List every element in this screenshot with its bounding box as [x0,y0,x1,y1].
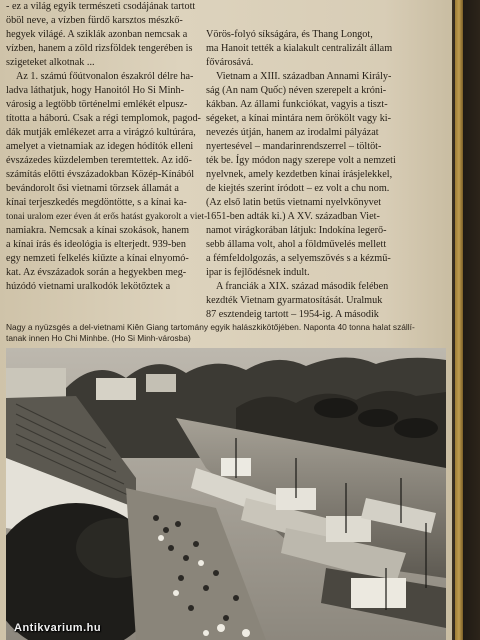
text-line: szigeteket alkotnak ... [6,57,95,68]
text-column-right [206,28,402,322]
text-line: amelyet a vietnamiak az idegen hódítók elleni [6,141,194,152]
spine-gilt-edge [455,0,463,640]
text-line: évszázedes küzdelemben teremtettek. Az idő- [6,155,192,166]
text-line: namot virágkorában látjuk: Indokína legerő- [206,225,387,236]
text-line: 87 esztendeig tartott – 1954-ig. A második [206,309,379,320]
text-line: Vörös-folyó síkságára, és Thang Longot, [206,29,373,40]
text-column-left [6,0,208,294]
text-line: húzódó vietnami uralkodók lekötőztek a [6,281,171,292]
text-line: egy nemzeti felkelés kiűzte a kínai elnyomó- [6,253,189,264]
text-line: ladva láthatjuk, hogy Hanoitól Ho Si Minh- [6,85,184,96]
text-line: kat. Az évszázadok során a hegyekben meg- [6,267,187,278]
text-line: nyertesével – mandarinrendszerrel – töltöt- [206,141,382,152]
text-line: öböl neve, a vízben fürdő karsztos mészkő- [6,15,183,26]
text-line: - ez a világ egyik természeti csodájának tartott [6,1,196,12]
harbor-photo [6,348,446,640]
text-line: ségeket, a kínai mintára nem örökölt vagy ki- [206,113,392,124]
text-line: kákban. Az állami funkciókat, vagyis a tiszt- [206,99,388,110]
text-line: 1651-ben adták ki.) A XV. században Viet- [206,211,380,222]
text-line: kínai terjeszkedés megdöntötte, s a kínai ka- [6,197,187,208]
text-line: A franciák a XIX. század második felében [216,281,389,292]
text-line: Vietnam a XIII. században Annami Király- [216,71,392,82]
photo-caption [6,322,415,344]
text-line: ipar is fejlődésnek indult. [206,267,310,278]
text-line: namiakra. Nemcsak a kínai szokások, hanem [6,225,190,236]
text-line: tította a háború. Csak a régi templomok, pagod- [6,113,201,124]
text-line: fővárosává. [206,57,254,68]
text-line: nyelvnek, amely kezdetben kínai írásjelekkel, [206,169,393,180]
caption-line: tanak innen Ho Chi Minhbe. (Ho Si Minh-városba) [6,333,191,343]
text-line: a fémfeldolgozás, a selyemszövés s a kézmű- [206,253,391,264]
text-line: tonai uralom ezer éven át erős hatást gyakorolt a viet- [6,212,208,222]
text-line: bevándorolt ősi vietnami törzsek államát a [6,183,179,194]
text-line: sebb állama volt, ahol a földművelés mellett [206,239,387,250]
text-line: a kínai írás és ideológia is elterjedt. 939-ben [6,239,186,250]
watermark-logo: Antikvarium.hu [14,622,102,634]
text-line: hegyek világé. A sziklák azonban nemcsak a [6,29,188,40]
caption-line: Nagy a nyüzsgés a del-vietnami Kiên Giang tartomány egyik halászkikötőjében. Naponta 40 tonna halat szállí- [6,322,415,332]
text-line: városig a legtöbb történelmi emlékét elpusz- [6,99,188,110]
text-line: de kiejtés szerint íródott – ez volt a chu nom. [206,183,390,194]
text-line: kezdték Vietnam gyarmatosítását. Uralmuk [206,295,383,306]
text-line: ma Hanoit tették a kialakult centralizált állam [206,43,393,54]
text-line: (Az első latin betűs vietnami nyelvkönyvet [206,197,382,208]
text-line: nevezés útján, hanem az irodalmi pályázat [206,127,379,138]
text-line: Az 1. számú főútvonalon északról délre ha- [16,71,194,82]
text-line: vízben, hanem a zöld rizsföldek tengerében is [6,43,193,54]
text-line: ság (An nam Quốc) néven szerepelt a króni- [206,85,387,96]
text-line: dák mutják emlékezet arra a virágzó kultúrára, [6,127,196,138]
text-line: ték be. Így módon nagy szerepe volt a nemzeti [206,155,396,166]
text-line: számítás előtti évszázadokban Közép-Kínából [6,169,195,180]
